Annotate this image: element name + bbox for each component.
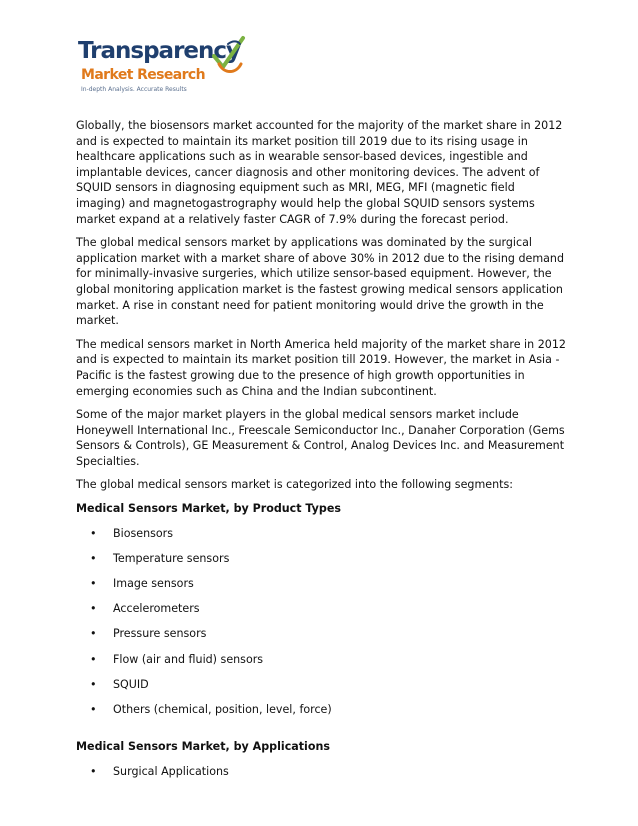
logo-tagline: In-depth Analysis. Accurate Results	[81, 86, 187, 93]
bullet-glyph: •	[90, 702, 97, 716]
list-item	[76, 652, 566, 677]
paragraph-regions: The medical sensors market in North America held majority of the market share in 2012 and is expected to maintain its market position till 2019. However, the market in Asia -Pacific is the fastest growing due to the presence of high growth opportunities in emerging economies such as China and the Indian subcontinent.	[76, 337, 566, 398]
list-item	[76, 702, 566, 727]
list-item	[76, 764, 566, 789]
list-item-label: Temperature sensors	[113, 551, 230, 565]
list-item-label: Surgical Applications	[113, 764, 229, 778]
paragraph-players: Some of the major market players in the global medical sensors market include Honeywell International Inc., Freescale Semiconductor Inc., Danaher Corporation (Gems Sensors & Controls), GE Measurement & Control, Analog Devices Inc. and Measurement Specialties.	[76, 408, 565, 468]
list-item	[76, 526, 566, 551]
bullet-glyph: •	[90, 652, 97, 666]
list-item-label: Flow (air and fluid) sensors	[113, 652, 264, 666]
bullet-glyph: •	[90, 551, 97, 565]
bullet-glyph: •	[90, 764, 97, 778]
bullet-glyph: •	[90, 627, 97, 641]
list-item-label: Image sensors	[113, 577, 194, 591]
bullet-glyph: •	[90, 526, 97, 540]
list-item	[76, 601, 566, 626]
list-item	[76, 576, 566, 601]
checkmark-icon	[210, 34, 248, 78]
list-item-label: Accelerometers	[113, 602, 200, 616]
section-heading-product-types: Medical Sensors Market, by Product Types	[76, 502, 341, 516]
bullet-glyph: •	[90, 577, 97, 591]
logo-name: Transparency	[78, 38, 241, 64]
company-logo	[78, 34, 248, 96]
list-item-label: Others (chemical, position, level, force)	[113, 702, 332, 716]
document-body	[76, 118, 566, 795]
paragraph-applications: The global medical sensors market by applications was dominated by the surgical application market with a market share of above 30% in 2012 due to the rising demand for minimally-invasive surgeries, which utilize sensor-based equipment. However, the global monitoring application market is the fastest growing medical sensors application market. A rise in constant need for patient monitoring would drive the growth in the market.	[76, 236, 564, 328]
list-item-label: SQUID	[113, 677, 149, 691]
list-item-label: Biosensors	[113, 526, 174, 540]
product-types-list	[76, 526, 566, 728]
list-item	[76, 626, 566, 651]
list-item-label: Pressure sensors	[113, 627, 207, 641]
bullet-glyph: •	[90, 602, 97, 616]
logo-subtitle: Market Research	[81, 67, 206, 83]
bullet-glyph: •	[90, 677, 97, 691]
list-item	[76, 677, 566, 702]
paragraph-segments-intro: The global medical sensors market is categorized into the following segments:	[76, 478, 513, 492]
applications-list	[76, 764, 566, 789]
list-item	[76, 551, 566, 576]
section-heading-applications: Medical Sensors Market, by Applications	[76, 740, 330, 754]
paragraph-biosensors: Globally, the biosensors market accounted for the majority of the market share in 2012 and is expected to maintain its market position till 2019 due to its rising usage in healthcare applications such as in wearable sensor-based devices, ingestible and implantable devices, cancer diagnosis and other monitoring devices. The advent of SQUID sensors in diagnosing equipment such as MRI, MEG, MFI (magnetic field imaging) and magnetogastrography would help the global SQUID sensors systems market expand at a relatively faster CAGR of 7.9% during the forecast period.	[76, 119, 563, 226]
